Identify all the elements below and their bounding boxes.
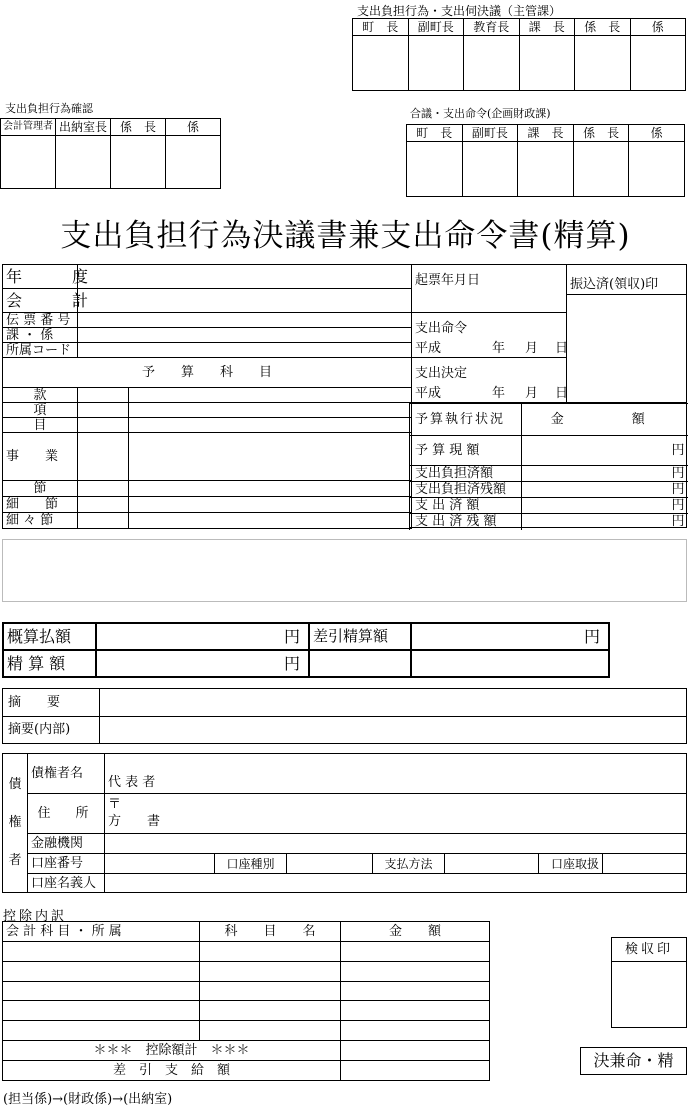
deduction-cell[interactable]	[3, 1021, 200, 1041]
saisaisetsu-code[interactable]	[78, 513, 129, 529]
deduction-cell[interactable]	[3, 1001, 200, 1021]
council-header: 係	[629, 125, 685, 142]
meirei-label: 支出命令	[415, 321, 468, 336]
budget-info-table	[2, 264, 412, 529]
toriatsukai-field[interactable]	[603, 854, 687, 874]
seisan-value[interactable]: 円	[96, 650, 309, 677]
status-row-label: 支出負担済残額	[410, 482, 522, 498]
deduction-cell[interactable]	[200, 961, 341, 981]
deduction-cell[interactable]	[3, 961, 200, 981]
shozoku-field[interactable]	[78, 343, 412, 358]
deduction-cell[interactable]	[3, 942, 200, 962]
deduction-cell[interactable]	[200, 942, 341, 962]
kan-label: 款	[3, 388, 78, 403]
net-label: 差 引 支 給 額	[3, 1061, 341, 1081]
deduction-cell[interactable]	[200, 1001, 341, 1021]
stamp-cell[interactable]	[56, 136, 111, 189]
moku-label: 目	[3, 418, 78, 433]
koza-bango-field[interactable]	[105, 854, 215, 874]
meirei-heisei: 平成	[415, 341, 442, 356]
deduction-cell[interactable]	[200, 1021, 341, 1041]
moku-name[interactable]	[129, 418, 412, 433]
shiharai-label: 支払方法	[373, 854, 445, 874]
kou-name[interactable]	[129, 403, 412, 418]
saisaisetsu-name[interactable]	[129, 513, 412, 529]
deduction-cell[interactable]	[341, 961, 490, 981]
approval-top-header: 課 長	[519, 19, 575, 36]
kettei-heisei: 平成	[415, 386, 442, 401]
toriatsukai-label: 口座取扱	[539, 854, 603, 874]
furikomi-stamp[interactable]	[567, 295, 687, 403]
gaisan-label: 概算払額	[3, 623, 96, 650]
stamp-type-box	[580, 1047, 687, 1075]
shozoku-label: 所属コード	[3, 343, 78, 358]
status-row-value[interactable]: 円	[522, 498, 688, 514]
meirei-hi: 日	[555, 341, 569, 356]
daihyo-label: 代 表 者	[108, 775, 156, 790]
nendo-field[interactable]	[78, 265, 412, 289]
council-header: 町 長	[407, 125, 463, 142]
stamp-cell[interactable]	[629, 142, 685, 197]
tekiyo-label: 摘 要	[3, 689, 100, 717]
kaikei-label: 会 計	[3, 289, 78, 313]
stamp-cell[interactable]	[111, 136, 166, 189]
kettei-cell[interactable]	[410, 358, 567, 403]
nendo-label: 年 度	[3, 265, 78, 289]
jokyo-label: 予算執行状況	[410, 404, 522, 436]
setsu-code[interactable]	[78, 481, 129, 497]
approval-top-header: 係	[630, 19, 686, 36]
meirei-cell[interactable]	[410, 313, 567, 358]
right-info	[410, 264, 687, 528]
deduction-header: 金 額	[341, 922, 490, 942]
meirei-nen: 年	[492, 341, 506, 356]
status-row-value[interactable]: 円	[522, 514, 688, 530]
stamp-cell[interactable]	[1, 136, 56, 189]
deduction-cell[interactable]	[341, 981, 490, 1001]
stamp-cell[interactable]	[408, 36, 464, 91]
stamp-cell[interactable]	[464, 36, 520, 91]
jigyo-code[interactable]	[78, 433, 129, 481]
tekiyo-field[interactable]	[100, 689, 687, 717]
approval-top-header: 係 長	[575, 19, 631, 36]
kan-code[interactable]	[78, 388, 129, 403]
naibu-field[interactable]	[100, 716, 687, 744]
confirm-caption: 支出負担行為確認	[5, 102, 93, 115]
memo-area[interactable]	[2, 539, 687, 602]
saisetsu-code[interactable]	[78, 497, 129, 513]
confirm-header: 会計管理者	[1, 119, 56, 136]
deduction-header: 会 計 科 目 ・ 所 属	[3, 922, 200, 942]
denpyo-field[interactable]	[78, 313, 412, 328]
stamp-cell[interactable]	[166, 136, 221, 189]
setsu-name[interactable]	[129, 481, 412, 497]
confirm-header: 出納室長	[56, 119, 111, 136]
confirm-header: 係	[166, 119, 221, 136]
confirm-header: 係 長	[111, 119, 166, 136]
sabiki-label: 差引精算額	[309, 623, 411, 650]
deduction-caption: 控除内訳	[3, 909, 68, 924]
jusho-field[interactable]	[105, 794, 687, 834]
status-row-value[interactable]: 円	[522, 482, 688, 498]
sabiki-value[interactable]: 円	[411, 623, 609, 650]
kingaku-header: 金 額	[522, 404, 688, 436]
status-row-label: 予 算 現 額	[410, 436, 522, 466]
settlement-table	[2, 622, 610, 678]
stamp-cell[interactable]	[573, 142, 629, 197]
kinyu-field[interactable]	[105, 834, 687, 854]
approval-top-caption: 支出負担行為・支出伺決議（主管課）	[357, 4, 562, 18]
workflow-text: (担当係)→(財政係)→(出納室)	[3, 1092, 173, 1107]
ka-field[interactable]	[78, 328, 412, 343]
yosan-header: 予 算 科 目	[3, 358, 412, 388]
furikomi-label: 振込済(領収)印	[567, 265, 687, 295]
approval-top-header: 副町長	[408, 19, 464, 36]
status-row-label: 支出負担済額	[410, 466, 522, 482]
meigi-label: 口座名義人	[28, 874, 105, 893]
saisetsu-name[interactable]	[129, 497, 412, 513]
koza-bango-label: 口座番号	[28, 854, 105, 874]
kettei-nen: 年	[492, 386, 506, 401]
jigyo-name[interactable]	[129, 433, 412, 481]
stamp-cell[interactable]	[353, 36, 409, 91]
kinyu-label: 金融機関	[28, 834, 105, 854]
stamp-cell[interactable]	[518, 142, 574, 197]
stamp-cell[interactable]	[630, 36, 686, 91]
council-table	[406, 124, 685, 197]
deduction-cell[interactable]	[341, 1001, 490, 1021]
kihyo-label: 起票年月日	[415, 273, 481, 288]
denpyo-label: 伝 票 番 号	[3, 313, 78, 328]
kihyo-cell[interactable]	[410, 265, 567, 313]
council-header: 課 長	[518, 125, 574, 142]
deduction-cell[interactable]	[341, 1021, 490, 1041]
kata-label: 方 書	[108, 813, 161, 829]
meirei-tsuki: 月	[525, 341, 539, 356]
deduction-total-label: ＊＊＊ 控除額計 ＊＊＊	[3, 1041, 341, 1061]
stamp-cell[interactable]	[519, 36, 575, 91]
approval-top-table	[352, 18, 686, 91]
seisan-label: 精 算 額	[3, 650, 96, 677]
postal-mark: 〒	[108, 797, 122, 812]
ka-label: 課 ・ 係	[3, 328, 78, 343]
deduction-table	[2, 921, 490, 1081]
approval-top-header: 教育長	[464, 19, 520, 36]
kettei-label: 支出決定	[415, 366, 468, 381]
budget-status-table	[409, 403, 688, 530]
koza-shubetsu-label: 口座種別	[215, 854, 287, 874]
deduction-cell[interactable]	[341, 942, 490, 962]
net-value[interactable]	[341, 1061, 490, 1081]
stamp-cell[interactable]	[575, 36, 631, 91]
settle-blank	[411, 650, 609, 677]
stamp-cell[interactable]	[462, 142, 518, 197]
deduction-cell[interactable]	[200, 981, 341, 1001]
status-row-label: 支 出 済 額	[410, 498, 522, 514]
creditor-side	[3, 754, 28, 893]
shiharai-field[interactable]	[445, 854, 539, 874]
kaikei-field[interactable]	[78, 289, 412, 313]
status-row-value[interactable]: 円	[522, 466, 688, 482]
status-row-label: 支 出 済 残 額	[410, 514, 522, 530]
setsu-label: 節	[3, 481, 78, 497]
council-header: 係 長	[573, 125, 629, 142]
creditor-table	[2, 753, 687, 893]
gaisan-value[interactable]: 円	[96, 623, 309, 650]
kenshu-label: 検収印	[612, 938, 686, 962]
stamp-type-text: 決兼命・精	[593, 1051, 674, 1070]
saisetsu-label: 細 節	[3, 497, 78, 513]
deduction-header: 科 目 名	[200, 922, 341, 942]
creditor-name-field[interactable]	[105, 754, 687, 794]
deduction-total-value[interactable]	[341, 1041, 490, 1061]
kettei-hi: 日	[555, 386, 569, 401]
kou-code[interactable]	[78, 403, 129, 418]
tekiyo-table	[2, 688, 687, 744]
settle-blank	[309, 650, 411, 677]
creditor-side-char: 権	[8, 815, 22, 831]
kenshu-box[interactable]	[611, 937, 687, 1028]
meigi-field[interactable]	[105, 874, 687, 893]
kan-name[interactable]	[129, 388, 412, 403]
council-caption: 合議・支出命令(企画財政課)	[410, 107, 551, 120]
approval-top-header: 町 長	[353, 19, 409, 36]
kettei-tsuki: 月	[525, 386, 539, 401]
creditor-side-char: 者	[8, 852, 22, 868]
saisaisetsu-label: 細 々 節	[3, 513, 78, 529]
confirm-table	[0, 118, 221, 189]
jigyo-label: 事 業	[3, 433, 78, 481]
page-title: 支出負担行為決議書兼支出命令書(精算)	[60, 218, 631, 254]
status-row-value[interactable]: 円	[522, 436, 688, 466]
creditor-name-label: 債権者名	[28, 754, 105, 794]
stamp-cell[interactable]	[407, 142, 463, 197]
council-header: 副町長	[462, 125, 518, 142]
jusho-label: 住 所	[28, 794, 105, 834]
deduction-cell[interactable]	[3, 981, 200, 1001]
naibu-label: 摘要(内部)	[3, 716, 100, 744]
koza-shubetsu-field[interactable]	[287, 854, 373, 874]
kou-label: 項	[3, 403, 78, 418]
creditor-side-char: 債	[8, 777, 22, 793]
moku-code[interactable]	[78, 418, 129, 433]
